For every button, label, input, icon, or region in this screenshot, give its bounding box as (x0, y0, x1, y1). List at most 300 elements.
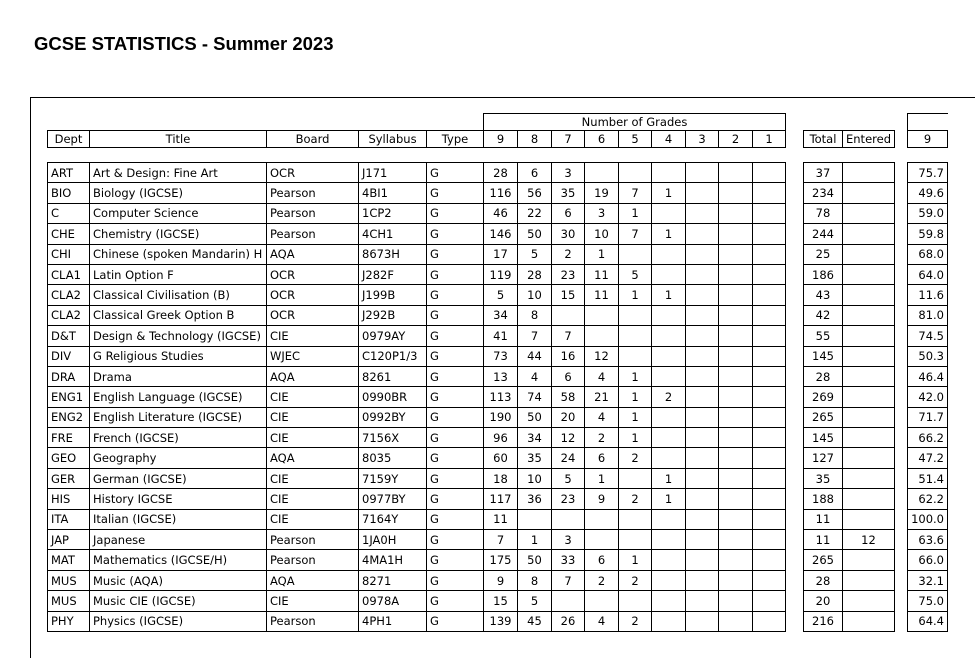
cell-title: Computer Science (90, 203, 267, 223)
cell-grade-count: 3 (552, 163, 585, 183)
cell-grade-count (619, 244, 652, 264)
cell-pct-9: 59.0 (908, 203, 948, 223)
cell-pct-9: 66.2 (908, 428, 948, 448)
spacer (895, 183, 908, 203)
cell-dept: DIV (48, 346, 90, 366)
spacer (786, 326, 804, 346)
cell-pct-9: 11.6 (908, 285, 948, 305)
cell-grade-count (686, 468, 719, 488)
cell-syllabus: C120P1/3 (359, 346, 427, 366)
cell-entered (843, 326, 895, 346)
table-row (48, 224, 948, 244)
cell-grade-count: 117 (484, 489, 518, 509)
cell-grade-count (753, 183, 786, 203)
cell-total: 265 (804, 550, 843, 570)
cell-pct-9: 51.4 (908, 468, 948, 488)
cell-grade-count (686, 264, 719, 284)
cell-grade-count (686, 509, 719, 529)
cell-dept: ART (48, 163, 90, 183)
cell-grade-count (753, 305, 786, 325)
col-entered: Entered (843, 131, 895, 148)
cell-grade-count: 1 (619, 387, 652, 407)
cell-title: History IGCSE (90, 489, 267, 509)
cell-pct-9: 49.6 (908, 183, 948, 203)
cell-board: Pearson (267, 550, 359, 570)
cell-grade-count (753, 448, 786, 468)
cell-board: OCR (267, 305, 359, 325)
cell-grade-count: 146 (484, 224, 518, 244)
cell-grade-count: 12 (585, 346, 619, 366)
cell-title: English Literature (IGCSE) (90, 407, 267, 427)
cell-grade-count (652, 346, 686, 366)
cell-total: 216 (804, 611, 843, 631)
cell-title: German (IGCSE) (90, 468, 267, 488)
cell-total: 145 (804, 428, 843, 448)
cell-grade-count: 4 (585, 407, 619, 427)
cell-syllabus: J171 (359, 163, 427, 183)
cell-type: G (427, 183, 484, 203)
cell-title: Design & Technology (IGCSE) (90, 326, 267, 346)
cell-total: 127 (804, 448, 843, 468)
cell-title: Italian (IGCSE) (90, 509, 267, 529)
cell-grade-count (753, 489, 786, 509)
cell-grade-count (719, 183, 753, 203)
cell-dept: MUS (48, 570, 90, 590)
cell-pct-9: 74.5 (908, 326, 948, 346)
cell-grade-count: 28 (518, 264, 552, 284)
cell-entered (843, 346, 895, 366)
cell-dept: PHY (48, 611, 90, 631)
cell-grade-count: 33 (552, 550, 585, 570)
cell-entered (843, 305, 895, 325)
cell-board: AQA (267, 570, 359, 590)
cell-grade-count (652, 244, 686, 264)
cell-grade-count: 13 (484, 366, 518, 386)
cell-total: 11 (804, 530, 843, 550)
cell-grade-count (686, 244, 719, 264)
cell-grade-count (719, 611, 753, 631)
spacer (895, 346, 908, 366)
cell-board: OCR (267, 163, 359, 183)
cell-entered (843, 509, 895, 529)
cell-grade-count: 23 (552, 264, 585, 284)
cell-entered: 12 (843, 530, 895, 550)
cell-grade-count: 41 (484, 326, 518, 346)
col-grade-3: 3 (686, 131, 719, 148)
cell-grade-count (619, 346, 652, 366)
cell-dept: D&T (48, 326, 90, 346)
cell-grade-count (686, 448, 719, 468)
cell-title: Latin Option F (90, 264, 267, 284)
spacer (895, 550, 908, 570)
cell-grade-count (753, 224, 786, 244)
cell-grade-count (652, 550, 686, 570)
cell-grade-count (753, 366, 786, 386)
cell-syllabus: 0992BY (359, 407, 427, 427)
cell-board: AQA (267, 244, 359, 264)
cell-grade-count: 119 (484, 264, 518, 284)
cell-grade-count: 1 (652, 468, 686, 488)
cell-syllabus: 0990BR (359, 387, 427, 407)
spacer (895, 224, 908, 244)
cell-grade-count: 8 (518, 570, 552, 590)
cell-grade-count (753, 550, 786, 570)
cell-grade-count: 1 (652, 489, 686, 509)
cell-grade-count (686, 570, 719, 590)
cell-board: AQA (267, 366, 359, 386)
cell-grade-count (753, 163, 786, 183)
cell-entered (843, 591, 895, 611)
cell-grade-count (652, 530, 686, 550)
cell-grade-count (719, 509, 753, 529)
spacer (895, 448, 908, 468)
table-row (48, 468, 948, 488)
cell-grade-count: 50 (518, 407, 552, 427)
cell-board: CIE (267, 509, 359, 529)
cell-pct-9: 46.4 (908, 366, 948, 386)
cell-grade-count (686, 285, 719, 305)
cell-grade-count (619, 305, 652, 325)
spacer (786, 203, 804, 223)
spacer (895, 570, 908, 590)
table-row (48, 611, 948, 631)
cell-grade-count: 2 (619, 611, 652, 631)
cell-dept: ENG2 (48, 407, 90, 427)
cell-title: Biology (IGCSE) (90, 183, 267, 203)
cell-type: G (427, 407, 484, 427)
cell-grade-count: 6 (585, 448, 619, 468)
cell-grade-count: 8 (518, 305, 552, 325)
pct-header-top (908, 114, 948, 131)
cell-grade-count (585, 509, 619, 529)
cell-title: Chinese (spoken Mandarin) H (90, 244, 267, 264)
cell-grade-count (686, 305, 719, 325)
cell-grade-count (686, 387, 719, 407)
cell-title: Art & Design: Fine Art (90, 163, 267, 183)
spacer (786, 611, 804, 631)
cell-board: Pearson (267, 183, 359, 203)
cell-entered (843, 387, 895, 407)
col-syllabus: Syllabus (359, 131, 427, 148)
cell-grade-count: 35 (552, 183, 585, 203)
cell-grade-count: 74 (518, 387, 552, 407)
cell-total: 269 (804, 387, 843, 407)
cell-title: Music (AQA) (90, 570, 267, 590)
cell-pct-9: 75.7 (908, 163, 948, 183)
cell-type: G (427, 244, 484, 264)
cell-board: AQA (267, 448, 359, 468)
cell-grade-count (686, 326, 719, 346)
cell-type: G (427, 326, 484, 346)
cell-grade-count (585, 591, 619, 611)
cell-type: G (427, 591, 484, 611)
spacer (895, 489, 908, 509)
cell-type: G (427, 285, 484, 305)
col-board: Board (267, 131, 359, 148)
cell-dept: ITA (48, 509, 90, 529)
cell-syllabus: 7164Y (359, 509, 427, 529)
cell-grade-count (585, 163, 619, 183)
cell-grade-count: 6 (518, 163, 552, 183)
cell-pct-9: 64.4 (908, 611, 948, 631)
cell-grade-count: 1 (652, 224, 686, 244)
cell-syllabus: 0977BY (359, 489, 427, 509)
cell-type: G (427, 366, 484, 386)
cell-type: G (427, 570, 484, 590)
cell-grade-count: 139 (484, 611, 518, 631)
spacer (786, 285, 804, 305)
table-row (48, 326, 948, 346)
cell-total: 43 (804, 285, 843, 305)
cell-grade-count: 17 (484, 244, 518, 264)
cell-grade-count (585, 326, 619, 346)
cell-dept: MUS (48, 591, 90, 611)
cell-dept: HIS (48, 489, 90, 509)
page-title: GCSE STATISTICS - Summer 2023 (34, 33, 334, 54)
cell-grade-count: 1 (585, 244, 619, 264)
cell-grade-count: 5 (552, 468, 585, 488)
cell-grade-count (652, 264, 686, 284)
cell-grade-count: 175 (484, 550, 518, 570)
cell-grade-count: 5 (484, 285, 518, 305)
cell-syllabus: 4PH1 (359, 611, 427, 631)
cell-pct-9: 66.0 (908, 550, 948, 570)
spacer (895, 131, 908, 148)
cell-total: 25 (804, 244, 843, 264)
cell-grade-count: 7 (619, 224, 652, 244)
cell-grade-count (719, 224, 753, 244)
col-grade-7: 7 (552, 131, 585, 148)
cell-type: G (427, 387, 484, 407)
spacer (786, 305, 804, 325)
cell-type: G (427, 163, 484, 183)
cell-grade-count (753, 428, 786, 448)
cell-grade-count: 73 (484, 346, 518, 366)
spacer (895, 387, 908, 407)
cell-board: CIE (267, 428, 359, 448)
table-row (48, 509, 948, 529)
cell-grade-count (686, 611, 719, 631)
cell-pct-9: 42.0 (908, 387, 948, 407)
spacer (895, 326, 908, 346)
cell-grade-count (719, 407, 753, 427)
cell-grade-count (719, 550, 753, 570)
cell-grade-count: 2 (652, 387, 686, 407)
cell-grade-count (719, 448, 753, 468)
cell-board: CIE (267, 407, 359, 427)
cell-grade-count (719, 203, 753, 223)
cell-type: G (427, 611, 484, 631)
cell-grade-count: 2 (619, 489, 652, 509)
cell-grade-count (719, 285, 753, 305)
cell-type: G (427, 468, 484, 488)
cell-grade-count (719, 305, 753, 325)
cell-grade-count: 116 (484, 183, 518, 203)
cell-grade-count (619, 468, 652, 488)
cell-syllabus: J292B (359, 305, 427, 325)
col-grade-9: 9 (484, 131, 518, 148)
cell-grade-count: 190 (484, 407, 518, 427)
cell-title: Chemistry (IGCSE) (90, 224, 267, 244)
cell-grade-count: 4 (518, 366, 552, 386)
spacer (895, 509, 908, 529)
table-row (48, 448, 948, 468)
cell-pct-9: 59.8 (908, 224, 948, 244)
cell-dept: FRE (48, 428, 90, 448)
col-grade-1: 1 (753, 131, 786, 148)
cell-grade-count: 12 (552, 428, 585, 448)
cell-grade-count: 26 (552, 611, 585, 631)
cell-grade-count (552, 509, 585, 529)
cell-grade-count: 1 (619, 203, 652, 223)
cell-grade-count (753, 387, 786, 407)
cell-entered (843, 468, 895, 488)
cell-board: WJEC (267, 346, 359, 366)
cell-total: 28 (804, 570, 843, 590)
cell-grade-count (753, 468, 786, 488)
cell-total: 55 (804, 326, 843, 346)
spacer (895, 428, 908, 448)
cell-entered (843, 366, 895, 386)
cell-total: 20 (804, 591, 843, 611)
cell-grade-count: 7 (518, 326, 552, 346)
cell-grade-count (552, 305, 585, 325)
cell-grade-count (652, 509, 686, 529)
col-grade-8: 8 (518, 131, 552, 148)
cell-grade-count: 10 (518, 285, 552, 305)
cell-grade-count (585, 305, 619, 325)
cell-entered (843, 264, 895, 284)
cell-grade-count: 1 (619, 285, 652, 305)
spacer (786, 346, 804, 366)
cell-grade-count: 24 (552, 448, 585, 468)
cell-grade-count (686, 366, 719, 386)
cell-grade-count (619, 509, 652, 529)
cell-entered (843, 203, 895, 223)
table-row (48, 244, 948, 264)
spacer (895, 611, 908, 631)
cell-total: 11 (804, 509, 843, 529)
spacer (786, 387, 804, 407)
col-title: Title (90, 131, 267, 148)
cell-grade-count: 36 (518, 489, 552, 509)
cell-title: French (IGCSE) (90, 428, 267, 448)
spacer (786, 366, 804, 386)
cell-grade-count (753, 264, 786, 284)
cell-pct-9: 68.0 (908, 244, 948, 264)
cell-grade-count (652, 407, 686, 427)
cell-grade-count: 45 (518, 611, 552, 631)
cell-grade-count (686, 530, 719, 550)
table-row (48, 203, 948, 223)
cell-total: 265 (804, 407, 843, 427)
spacer (786, 530, 804, 550)
cell-title: Geography (90, 448, 267, 468)
cell-syllabus: 1JA0H (359, 530, 427, 550)
cell-grade-count (652, 163, 686, 183)
cell-entered (843, 550, 895, 570)
cell-type: G (427, 264, 484, 284)
cell-dept: BIO (48, 183, 90, 203)
cell-entered (843, 224, 895, 244)
spacer (786, 131, 804, 148)
cell-entered (843, 183, 895, 203)
cell-dept: C (48, 203, 90, 223)
cell-dept: CHE (48, 224, 90, 244)
cell-title: Classical Greek Option B (90, 305, 267, 325)
cell-grade-count (652, 448, 686, 468)
cell-title: English Language (IGCSE) (90, 387, 267, 407)
cell-board: CIE (267, 387, 359, 407)
cell-grade-count (652, 326, 686, 346)
cell-grade-count: 22 (518, 203, 552, 223)
cell-pct-9: 71.7 (908, 407, 948, 427)
cell-grade-count (719, 346, 753, 366)
cell-entered (843, 489, 895, 509)
cell-grade-count (686, 489, 719, 509)
cell-grade-count: 58 (552, 387, 585, 407)
cell-grade-count: 3 (585, 203, 619, 223)
table-row (48, 407, 948, 427)
cell-grade-count (518, 509, 552, 529)
cell-pct-9: 32.1 (908, 570, 948, 590)
cell-grade-count (719, 387, 753, 407)
spacer (786, 509, 804, 529)
cell-grade-count (552, 591, 585, 611)
table-row (48, 550, 948, 570)
cell-board: CIE (267, 326, 359, 346)
spacer (786, 244, 804, 264)
spacer (786, 163, 804, 183)
cell-grade-count (753, 203, 786, 223)
table-row (48, 264, 948, 284)
cell-grade-count: 10 (585, 224, 619, 244)
cell-grade-count: 1 (619, 407, 652, 427)
cell-dept: CLA2 (48, 285, 90, 305)
table-row (48, 285, 948, 305)
cell-dept: CLA2 (48, 305, 90, 325)
cell-grade-count: 11 (585, 264, 619, 284)
cell-board: CIE (267, 468, 359, 488)
cell-type: G (427, 489, 484, 509)
cell-grade-count: 1 (585, 468, 619, 488)
cell-grade-count (719, 366, 753, 386)
cell-grade-count (753, 570, 786, 590)
cell-title: Classical Civilisation (B) (90, 285, 267, 305)
cell-grade-count (686, 346, 719, 366)
cell-grade-count: 34 (518, 428, 552, 448)
spacer (895, 244, 908, 264)
cell-grade-count: 16 (552, 346, 585, 366)
cell-grade-count: 5 (518, 591, 552, 611)
cell-type: G (427, 203, 484, 223)
cell-syllabus: 0978A (359, 591, 427, 611)
cell-grade-count: 44 (518, 346, 552, 366)
cell-grade-count: 2 (619, 448, 652, 468)
cell-grade-count: 5 (518, 244, 552, 264)
cell-board: Pearson (267, 203, 359, 223)
cell-pct-9: 62.2 (908, 489, 948, 509)
cell-grade-count: 1 (619, 550, 652, 570)
cell-grade-count: 1 (652, 183, 686, 203)
spacer (786, 183, 804, 203)
cell-total: 244 (804, 224, 843, 244)
cell-grade-count: 46 (484, 203, 518, 223)
cell-dept: MAT (48, 550, 90, 570)
spacer (786, 489, 804, 509)
col-pct-9: 9 (908, 131, 948, 148)
cell-syllabus: J199B (359, 285, 427, 305)
